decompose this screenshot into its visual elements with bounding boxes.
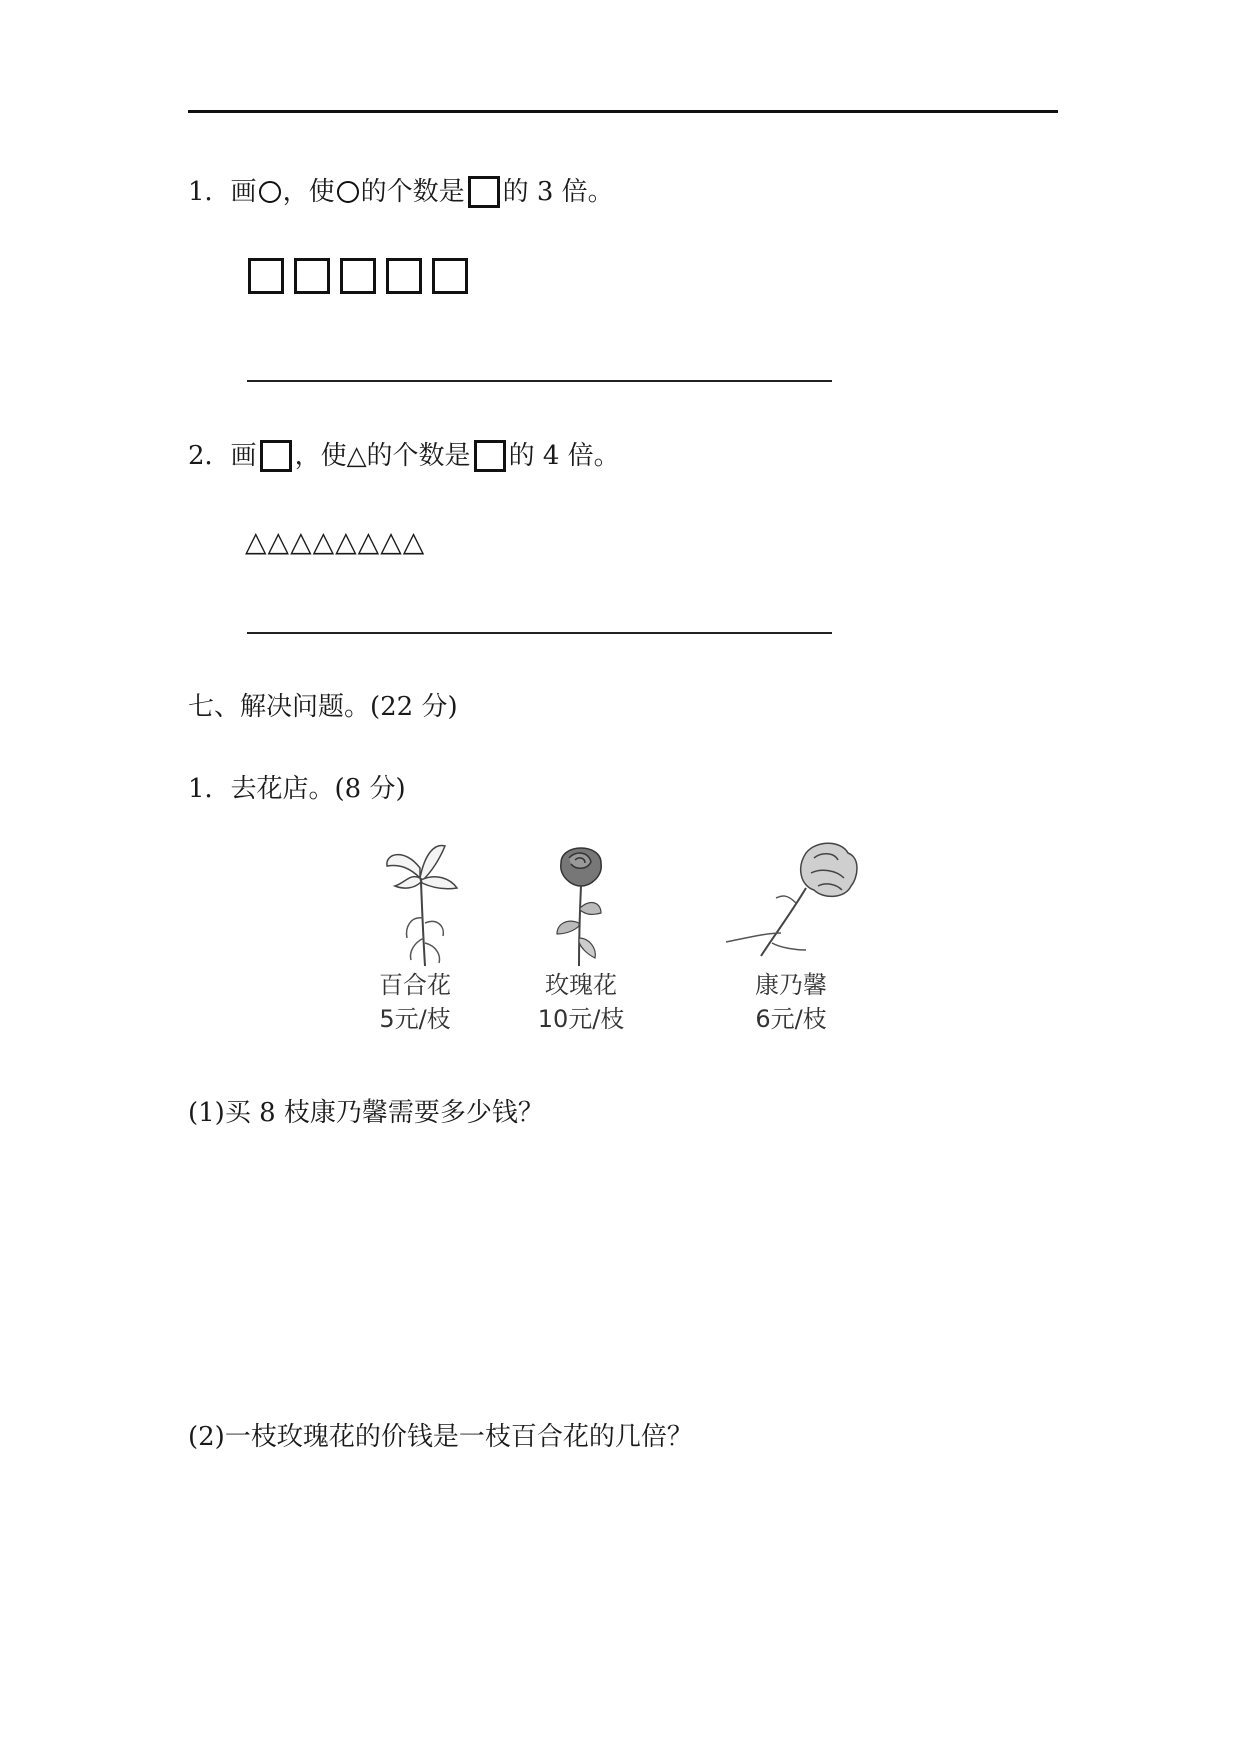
given-triangles: △△△△△△△△ bbox=[245, 525, 426, 558]
square-icon bbox=[248, 258, 284, 294]
question-1-text-a: 画 bbox=[230, 177, 257, 207]
question-2-text-b: ，使△的个数是 bbox=[294, 441, 471, 471]
question-2-number: 2． bbox=[188, 441, 231, 471]
square-icon bbox=[340, 258, 376, 294]
header-rule bbox=[188, 110, 1058, 113]
flower-price: 6元/枝 bbox=[755, 1005, 827, 1033]
carnation-icon bbox=[706, 838, 876, 968]
given-squares bbox=[248, 258, 468, 294]
flower-price: 5元/枝 bbox=[379, 1005, 451, 1033]
question-1 bbox=[188, 176, 614, 208]
question-1-text-c: 的个数是 bbox=[360, 177, 465, 207]
question-1-text-d: 的 3 倍。 bbox=[502, 177, 614, 207]
question-2-text-a: 画 bbox=[230, 441, 257, 471]
flower-rose bbox=[496, 838, 666, 1036]
answer-area-1[interactable] bbox=[188, 1140, 1058, 1390]
rose-icon bbox=[531, 838, 631, 968]
question-2-text-c: 的 4 倍。 bbox=[508, 441, 620, 471]
section-title: 七、解决问题。(22 分) bbox=[188, 692, 458, 722]
flower-name: 玫瑰花 bbox=[545, 971, 617, 999]
question-1-number: 1． bbox=[188, 177, 231, 207]
subquestion-1: (1)买 8 枝康乃馨需要多少钱？ bbox=[188, 1098, 544, 1128]
problem-title: 1．去花店。(8 分) bbox=[188, 774, 406, 804]
answer-line-1[interactable] bbox=[247, 380, 832, 382]
square-icon bbox=[432, 258, 468, 294]
flower-name: 康乃馨 bbox=[755, 971, 827, 999]
circle-icon bbox=[337, 181, 359, 203]
square-icon bbox=[474, 440, 506, 472]
question-2 bbox=[188, 440, 620, 472]
circle-icon bbox=[259, 181, 281, 203]
flower-lily bbox=[330, 838, 500, 1036]
square-icon bbox=[468, 176, 500, 208]
flower-carnation bbox=[706, 838, 876, 1036]
answer-area-2[interactable] bbox=[188, 1464, 1058, 1714]
square-icon bbox=[294, 258, 330, 294]
flower-name: 百合花 bbox=[379, 971, 451, 999]
subquestion-2: (2)一枝玫瑰花的价钱是一枝百合花的几倍？ bbox=[188, 1422, 693, 1452]
square-icon bbox=[260, 440, 292, 472]
square-icon bbox=[386, 258, 422, 294]
answer-line-2[interactable] bbox=[247, 632, 832, 634]
lily-icon bbox=[365, 838, 465, 968]
flower-price-list bbox=[330, 838, 930, 1058]
flower-price: 10元/枝 bbox=[537, 1005, 625, 1033]
question-1-text-b: ，使 bbox=[282, 177, 335, 207]
